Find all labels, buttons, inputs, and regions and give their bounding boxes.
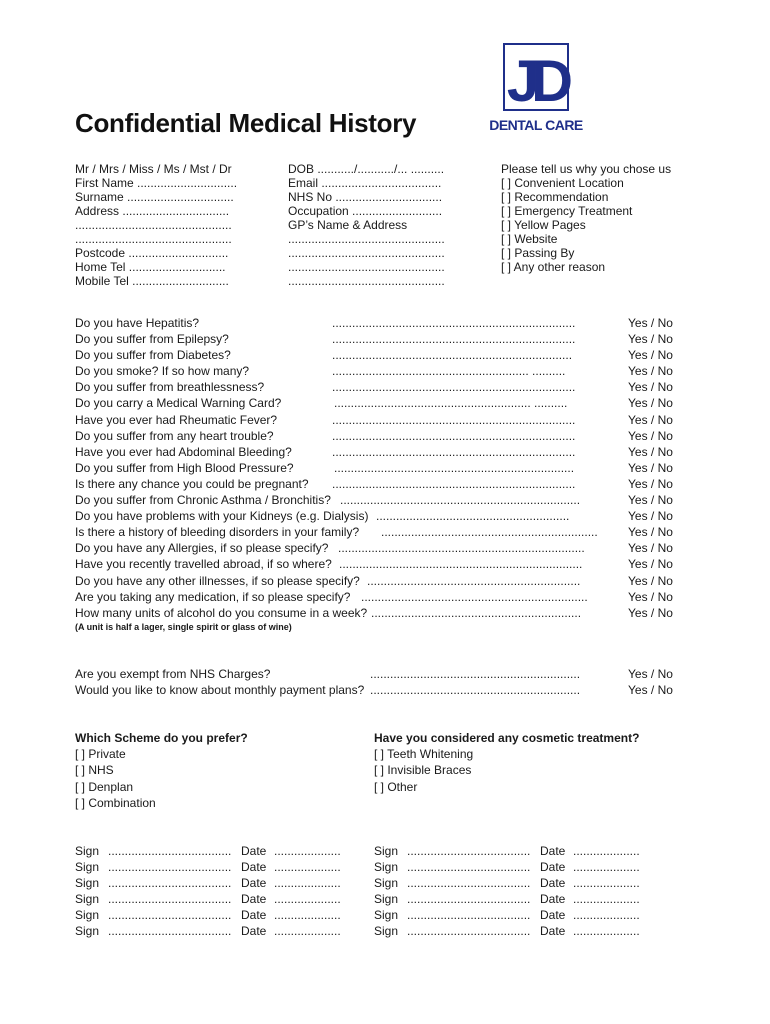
date-label: Date: [241, 844, 267, 858]
signature-block-right: [374, 844, 654, 941]
sign-label: Sign: [75, 876, 100, 891]
personal-field-left[interactable]: Postcode ..............................: [75, 246, 229, 260]
reason-checkbox-item[interactable]: [ ] Website: [501, 232, 558, 246]
answer-line[interactable]: ........................................................................: [340, 493, 581, 508]
sign-line[interactable]: .....................................: [407, 844, 531, 858]
question-row: [75, 380, 685, 396]
date-line[interactable]: ....................: [274, 860, 341, 875]
yes-no-option[interactable]: Yes / No: [628, 476, 673, 491]
question-text: Do you suffer from High Blood Pressure?: [75, 460, 294, 475]
answer-line[interactable]: .........................................................................: [332, 476, 576, 491]
sign-label: Sign: [374, 844, 399, 858]
question-row: [75, 316, 685, 332]
signature-row: [75, 844, 355, 860]
yes-no-option[interactable]: Yes / No: [628, 541, 673, 556]
yes-no-option[interactable]: Yes / No: [628, 525, 673, 540]
yes-no-option[interactable]: Yes / No: [628, 380, 673, 395]
personal-field-left[interactable]: Mobile Tel .............................: [75, 274, 229, 288]
nhs-questions: [75, 667, 685, 699]
yes-no-option[interactable]: Yes / No: [628, 573, 673, 588]
sign-label: Sign: [374, 860, 399, 875]
signature-row: [374, 876, 654, 892]
date-label: Date: [540, 892, 566, 907]
answer-line[interactable]: ................................................................: [367, 573, 581, 588]
question-row: [75, 590, 685, 606]
date-label: Date: [540, 844, 566, 858]
yes-no-option[interactable]: Yes / No: [628, 412, 673, 427]
date-label: Date: [540, 876, 566, 891]
answer-line[interactable]: ...............................................................: [370, 667, 581, 681]
date-label: Date: [241, 860, 267, 875]
personal-field-left[interactable]: Mr / Mrs / Miss / Ms / Mst / Dr: [75, 162, 232, 176]
scheme-checkbox-item[interactable]: [ ] Combination: [75, 795, 156, 810]
sign-label: Sign: [75, 892, 100, 907]
cosmetic-checkbox-item[interactable]: [ ] Other: [374, 779, 418, 794]
cosmetic-heading: Have you considered any cosmetic treatment?: [374, 731, 640, 745]
date-label: Date: [540, 908, 566, 923]
personal-field-left[interactable]: Address ................................: [75, 204, 230, 218]
answer-line[interactable]: ....................................................................: [361, 589, 588, 604]
date-line[interactable]: ....................: [274, 844, 341, 858]
yes-no-option[interactable]: Yes / No: [628, 460, 673, 475]
nhs-question-row: [75, 683, 685, 699]
date-label: Date: [540, 860, 566, 875]
signature-row: [374, 860, 654, 876]
sign-line[interactable]: .....................................: [108, 924, 232, 939]
reasons-heading: Please tell us why you chose us: [501, 162, 672, 176]
question-text: Do you suffer from Chronic Asthma / Bronchitis?: [75, 493, 331, 508]
answer-line[interactable]: ........................................................................: [332, 348, 573, 363]
date-line[interactable]: ....................: [274, 924, 341, 939]
personal-field-left[interactable]: Home Tel .............................: [75, 260, 226, 274]
logo-letters: JD: [506, 49, 566, 114]
question-text: Do you have any Allergies, if so please specify?: [75, 541, 329, 556]
date-line[interactable]: ....................: [274, 908, 341, 923]
date-label: Date: [241, 924, 267, 939]
personal-field-right[interactable]: Occupation ...........................: [288, 204, 443, 218]
sign-line[interactable]: .....................................: [108, 892, 232, 907]
question-text: Have you ever had Abdominal Bleeding?: [75, 444, 292, 459]
yes-no-option[interactable]: Yes / No: [628, 364, 673, 379]
personal-field-right[interactable]: ...............................................: [288, 246, 445, 260]
date-label: Date: [540, 924, 566, 939]
personal-details-right: [288, 162, 445, 288]
yes-no-option[interactable]: Yes / No: [628, 589, 673, 604]
personal-field-right[interactable]: NHS No ................................: [288, 190, 443, 204]
signature-row: [75, 876, 355, 892]
sign-line[interactable]: .....................................: [407, 908, 531, 923]
date-label: Date: [241, 892, 267, 907]
answer-line[interactable]: .........................................................................: [332, 412, 576, 427]
yes-no-option[interactable]: Yes / No: [628, 667, 673, 681]
answer-line[interactable]: ........................................................... ..........: [334, 396, 568, 411]
date-line[interactable]: ....................: [274, 892, 341, 907]
sign-label: Sign: [374, 924, 399, 939]
question-text: How many units of alcohol do you consume in a week?: [75, 605, 368, 620]
answer-line[interactable]: .........................................................................: [339, 557, 583, 572]
personal-field-right[interactable]: Email ....................................: [288, 176, 442, 190]
cosmetic-checkbox-item[interactable]: [ ] Invisible Braces: [374, 763, 472, 778]
jd-dental-care-logo: [489, 43, 583, 133]
answer-line[interactable]: .........................................................................: [332, 444, 576, 459]
question-row: [75, 429, 685, 445]
alcohol-unit-note: (A unit is half a lager, single spirit or glass of wine): [75, 622, 292, 632]
scheme-heading: Which Scheme do you prefer?: [75, 731, 248, 745]
signature-row: [374, 924, 654, 940]
question-text: Is there a history of bleeding disorders in your family?: [75, 525, 360, 540]
question-text: Do you smoke? If so how many?: [75, 364, 250, 379]
yes-no-option[interactable]: Yes / No: [628, 332, 673, 347]
sign-label: Sign: [75, 844, 100, 858]
scheme-checkbox-item[interactable]: [ ] Denplan: [75, 779, 134, 794]
question-text: Is there any chance you could be pregnant?: [75, 476, 309, 491]
question-text: Do you have problems with your Kidneys (e.g. Dialysis): [75, 509, 369, 524]
personal-field-right[interactable]: DOB .........../.........../... ..........: [288, 162, 445, 176]
nhs-question-text: Would you like to know about monthly payment plans?: [75, 683, 365, 697]
personal-field-right[interactable]: ...............................................: [288, 274, 445, 288]
question-row: [75, 445, 685, 461]
yes-no-option[interactable]: Yes / No: [628, 348, 673, 363]
answer-line[interactable]: ........................................................... ..........: [332, 364, 566, 379]
reason-checkbox-item[interactable]: [ ] Recommendation: [501, 190, 609, 204]
date-label: Date: [241, 908, 267, 923]
date-line[interactable]: ....................: [573, 924, 640, 939]
personal-field-right[interactable]: ...............................................: [288, 232, 445, 246]
date-line[interactable]: ....................: [274, 876, 341, 891]
personal-field-right[interactable]: GP’s Name & Address: [288, 218, 408, 232]
question-text: Do you have any other illnesses, if so please specify?: [75, 573, 360, 588]
yes-no-option[interactable]: Yes / No: [628, 316, 673, 330]
logo-text: DENTAL CARE: [489, 117, 583, 133]
reason-checkbox-item[interactable]: [ ] Emergency Treatment: [501, 204, 633, 218]
question-row: [75, 509, 685, 525]
personal-field-left[interactable]: Surname ................................: [75, 190, 234, 204]
answer-line[interactable]: ........................................................................: [334, 460, 575, 475]
question-row: [75, 574, 685, 590]
nhs-question-text: Are you exempt from NHS Charges?: [75, 667, 271, 681]
yes-no-option[interactable]: Yes / No: [628, 444, 673, 459]
sign-label: Sign: [374, 892, 399, 907]
cosmetic-checkbox-item[interactable]: [ ] Teeth Whitening: [374, 747, 474, 762]
question-text: Do you suffer from any heart trouble?: [75, 428, 274, 443]
sign-label: Sign: [75, 860, 100, 875]
sign-line[interactable]: .....................................: [108, 860, 232, 875]
yes-no-option[interactable]: Yes / No: [628, 509, 673, 524]
question-row: [75, 606, 685, 622]
nhs-question-row: [75, 667, 685, 683]
scheme-checkbox-item[interactable]: [ ] Private: [75, 747, 126, 762]
personal-field-right[interactable]: ...............................................: [288, 260, 445, 274]
sign-label: Sign: [374, 876, 399, 891]
question-text: Do you suffer from Diabetes?: [75, 348, 231, 363]
personal-field-left[interactable]: ...............................................: [75, 218, 232, 232]
answer-line[interactable]: ...............................................................: [370, 683, 581, 697]
scheme-section: [75, 731, 248, 812]
question-row: [75, 493, 685, 509]
reason-checkbox-item[interactable]: [ ] Any other reason: [501, 260, 606, 274]
sign-line[interactable]: .....................................: [108, 876, 232, 891]
signature-block-left: [75, 844, 355, 941]
yes-no-option[interactable]: Yes / No: [628, 396, 673, 411]
answer-line[interactable]: .........................................................................: [332, 316, 576, 330]
question-row: [75, 541, 685, 557]
cosmetic-section: [374, 731, 639, 796]
question-row: [75, 364, 685, 380]
sign-line[interactable]: .....................................: [407, 924, 531, 939]
question-text: Do you carry a Medical Warning Card?: [75, 396, 282, 411]
sign-line[interactable]: .....................................: [108, 908, 232, 923]
question-text: Have you ever had Rheumatic Fever?: [75, 412, 278, 427]
reason-checkbox-item[interactable]: [ ] Passing By: [501, 246, 575, 260]
yes-no-option[interactable]: Yes / No: [628, 683, 673, 697]
personal-details-left: [75, 162, 237, 288]
date-line[interactable]: ....................: [573, 860, 640, 875]
yes-no-option[interactable]: Yes / No: [628, 605, 673, 620]
sign-label: Sign: [75, 908, 100, 923]
signature-row: [374, 908, 654, 924]
personal-field-left[interactable]: ...............................................: [75, 232, 232, 246]
answer-line[interactable]: .........................................................................: [332, 380, 576, 395]
question-row: [75, 557, 685, 573]
scheme-checkbox-item[interactable]: [ ] NHS: [75, 763, 114, 778]
reason-checkbox-item[interactable]: [ ] Convenient Location: [501, 176, 624, 190]
question-row: [75, 413, 685, 429]
question-text: Have you recently travelled abroad, if so where?: [75, 557, 332, 572]
signature-row: [374, 892, 654, 908]
sign-line[interactable]: .....................................: [407, 860, 531, 875]
personal-field-left[interactable]: First Name ..............................: [75, 176, 238, 190]
question-text: Do you have Hepatitis?: [75, 316, 200, 330]
sign-label: Sign: [75, 924, 100, 939]
reasons-section: [501, 162, 671, 274]
sign-label: Sign: [374, 908, 399, 923]
answer-line[interactable]: .........................................................................: [332, 428, 576, 443]
sign-line[interactable]: .....................................: [407, 876, 531, 891]
question-text: Do you suffer from Epilepsy?: [75, 332, 229, 347]
question-row: [75, 477, 685, 493]
date-label: Date: [241, 876, 267, 891]
reason-checkbox-item[interactable]: [ ] Yellow Pages: [501, 218, 586, 232]
question-row: [75, 525, 685, 541]
sign-line[interactable]: .....................................: [108, 844, 232, 858]
date-line[interactable]: ....................: [573, 892, 640, 907]
page-title: Confidential Medical History: [75, 108, 417, 138]
answer-line[interactable]: ..........................................................................: [338, 541, 585, 556]
medical-questions: [75, 316, 685, 622]
signature-row: [75, 908, 355, 924]
question-text: Do you suffer from breathlessness?: [75, 380, 265, 395]
signature-row: [374, 844, 654, 860]
date-line[interactable]: ....................: [573, 844, 640, 858]
sign-line[interactable]: .....................................: [407, 892, 531, 907]
yes-no-option[interactable]: Yes / No: [628, 493, 673, 508]
answer-line[interactable]: .........................................................................: [332, 332, 576, 347]
question-row: [75, 461, 685, 477]
yes-no-option[interactable]: Yes / No: [628, 557, 673, 572]
date-line[interactable]: ....................: [573, 908, 640, 923]
question-text: Are you taking any medication, if so please specify?: [75, 589, 351, 604]
yes-no-option[interactable]: Yes / No: [628, 428, 673, 443]
answer-line[interactable]: ..........................................................: [376, 509, 570, 524]
date-line[interactable]: ....................: [573, 876, 640, 891]
question-row: [75, 396, 685, 412]
question-row: [75, 332, 685, 348]
signature-row: [75, 860, 355, 876]
signature-row: [75, 924, 355, 940]
answer-line[interactable]: ...............................................................: [371, 605, 582, 620]
signature-row: [75, 892, 355, 908]
answer-line[interactable]: .................................................................: [381, 525, 598, 540]
question-row: [75, 348, 685, 364]
